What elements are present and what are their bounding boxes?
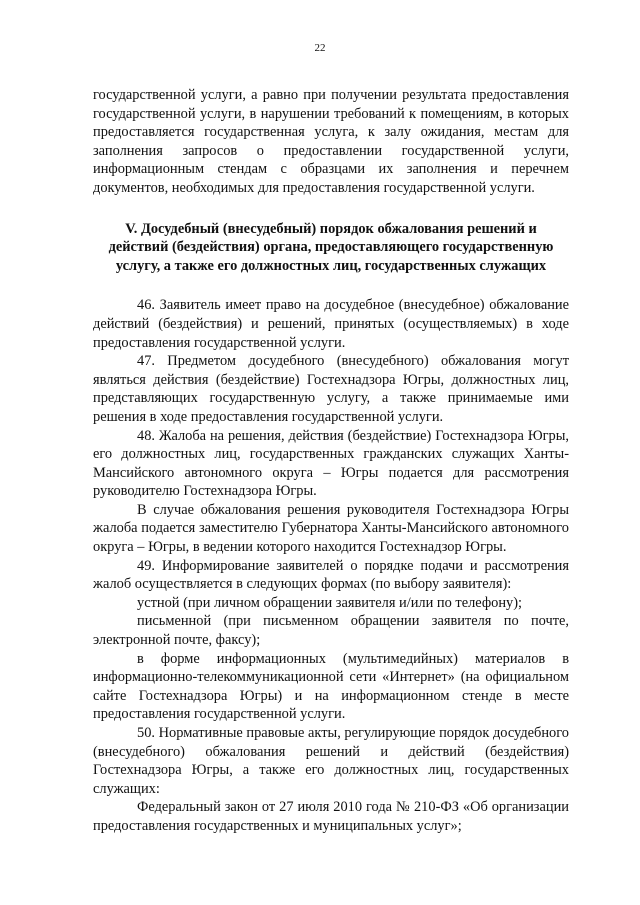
page-number: 22 [314, 42, 326, 54]
paragraph-47: 47. Предметом досудебного (внесудебного) обжалования могут являться действия (бездействие) Гостехнадзора Югры, должностных лиц, представляющих государственную услугу, а также принимаемые ими решения в ходе предоставления государственной услуги. [93, 353, 569, 425]
paragraph-49-written: письменной (при письменном обращении заявителя по почте, электронной почте, факсу); [93, 613, 569, 649]
paragraph-49-oral: устной (при личном обращении заявителя и/или по телефону); [137, 594, 523, 611]
paragraph-50-federal-law: Федеральный закон от 27 июля 2010 года № 210-ФЗ «Об организации предоставления государственных и муниципальных услуг»; [93, 799, 569, 834]
section-heading: V. Досудебный (внесудебный) порядок обжалования решений и действий (бездействия) органа, предоставляющего государственную услугу, а также его должностных лиц, государственных служащих [108, 220, 554, 274]
paragraph-49: 49. Информирование заявителей о порядке подачи и рассмотрения жалоб осуществляется в следующих формах (по выбору заявителя): [93, 557, 569, 593]
paragraph-continuation: государственной услуги, а равно при получении результата предоставления государственной услуги, в нарушении требований к помещениям, в которых предоставляется государственная услуга, к залу ожидания, местам для заполнения запросов о предоставлении государственной услуги, информационным стендам с образцами их заполнения и перечнем документов, необходимых для предоставления государственной услуги. [93, 87, 569, 196]
paragraph-46: 46. Заявитель имеет право на досудебное (внесудебное) обжалование действий (бездействия) и решений, принятых (осуществляемых) в ходе предоставления государственной услуги. [93, 297, 569, 351]
paragraph-50: 50. Нормативные правовые акты, регулирующие порядок досудебного (внесудебного) обжалования решений и действий (бездействия) Гостехнадзора Югры, а также его должностных лиц, государственных служащих: [93, 725, 569, 797]
paragraph-48-appeal: В случае обжалования решения руководителя Гостехнадзора Югры жалоба подается заместителю Губернатора Ханты-Мансийского автономного округа – Югры, в ведении которого находится Гостехнадзор Югры. [93, 501, 569, 556]
document-body [93, 86, 569, 836]
paragraph-49-multimedia: в форме информационных (мультимедийных) материалов в информационно-телекоммуникационной сети «Интернет» (на официальном сайте Гостехнадзора Югры) и на информационном стенде в месте предоставления государственной услуги. [93, 650, 569, 723]
paragraph-48: 48. Жалоба на решения, действия (бездействие) Гостехнадзора Югры, его должностных лиц, государственных гражданских служащих Ханты-Мансийского автономного округа – Югры подается для рассмотрения руководителю Гостехнадзора Югры. [93, 427, 569, 500]
